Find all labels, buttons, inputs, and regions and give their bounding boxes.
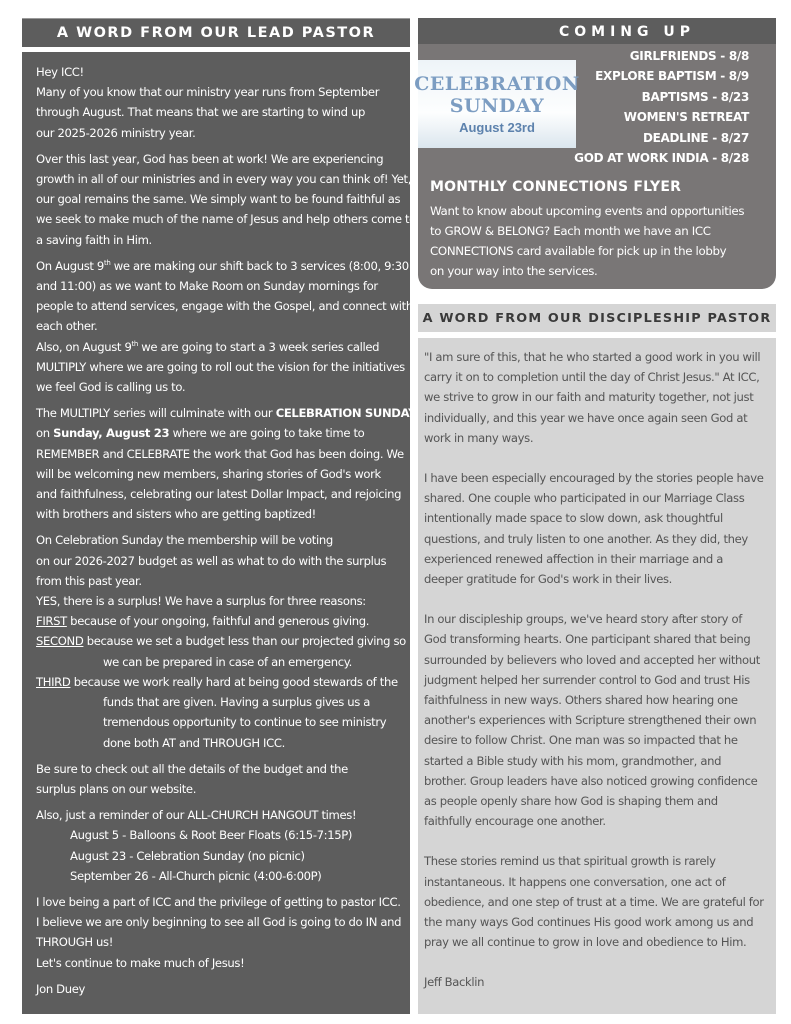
letter-line: another's experiences with Scripture strengthened their own [424,713,757,728]
letter-line: On Celebration Sunday the membership will be voting [36,533,333,548]
letter-line: the many ways God continues His good work among us and [424,915,754,930]
letter-line: on Sunday, August 23 where we are going to take time to [36,426,365,441]
letter-line: surrounded by believers who loved and accepted her without [424,652,760,667]
celebration-sunday-graphic [414,60,580,148]
growth-summary-paragraph [424,851,776,952]
letter-line: Over this last year, God has been at work! We are experiencing [36,151,384,166]
letter-line: Be sure to check out all the details of the budget and the [36,761,348,776]
reason-first: FIRST because of your ongoing, faithful and generous giving. [36,614,370,629]
monthly-connections-title: MONTHLY CONNECTIONS FLYER [430,179,682,195]
website-paragraph [36,759,406,799]
graphic-date: August 23rd [459,120,535,135]
letter-line: faithfully encourage one another. [424,814,606,829]
letter-line: obedience, and one step of trust at a time. We are grateful for [424,894,764,909]
discipleship-pastor-header: A WORD FROM OUR DISCIPLESHIP PASTOR [418,304,776,332]
letter-line: shared. One couple who participated in our Marriage Class [424,491,745,506]
letter-line: each other. [36,319,98,334]
letter-line: experienced renewed affection in their marriage and a [424,551,723,566]
letter-line: On August 9th we are making our shift back to 3 services (8:00, 9:30 [36,258,409,273]
closing-paragraph [36,892,406,973]
letter-line: growth in all of our ministries and in every way you can think of! Yet, [36,172,412,187]
letter-line: we seek to make much of the name of Jesus and help others come to [36,212,416,227]
budget-paragraph [36,530,406,752]
letter-line: REMEMBER and CELEBRATE the work that God has been doing. We [36,446,404,461]
event-item: DEADLINE - 8/27 [642,130,749,145]
letter-line: These stories remind us that spiritual growth is rarely [424,854,716,869]
groups-paragraph [424,609,776,831]
discipleship-signature: Jeff Backlin [424,975,485,990]
event-item: WOMEN'S RETREAT [623,110,749,125]
letter-line: I love being a part of ICC and the privilege of getting to pastor ICC. [36,894,401,909]
letter-line: as people openly share how God is shaping them and [424,794,718,809]
marriage-paragraph [424,468,776,589]
greeting-paragraph [36,62,406,143]
letter-line: a saving faith in Him. [36,232,152,247]
letter-line: "I am sure of this, that he who started a good work in you will [424,350,761,364]
letter-line: questions, and truly listen to one another. As they did, they [424,531,748,546]
growth-paragraph [36,149,416,250]
letter-line: MULTIPLY where we are going to roll out the vision for the initiatives [36,359,405,374]
letter-line: and 11:00) as we want to Make Room on Sunday mornings for [36,279,378,294]
letter-line: pray we all continue to grow in love and obedience to Him. [424,935,747,950]
monthly-line: CONNECTIONS card available for pick up in the lobby [430,244,727,258]
event-item: GOD AT WORK INDIA - 8/28 [574,151,749,166]
event-list [574,46,749,168]
letter-line: desire to follow Christ. One man was so impacted that he [424,733,738,748]
letter-line: God transforming hearts. One participant shared that being [424,632,751,647]
letter-line: YES, there is a surplus! We have a surplus for three reasons: [36,594,366,609]
hangout-item: August 23 - Celebration Sunday (no picnic) [70,848,305,863]
letter-line: funds that are given. Having a surplus gives us a [103,695,371,710]
coming-up-title: COMING UP [558,24,696,40]
letter-line: through August. That means that we are starting to wind up [36,105,365,120]
letter-line: instantaneous. It happens one conversation, one act of [424,874,726,889]
letter-line: surplus plans on our website. [36,781,197,796]
letter-line: started a Bible study with his mom, grandmother, and [424,753,722,768]
hangout-item: September 26 - All-Church picnic (4:00-6:00P) [70,868,322,883]
event-item: BAPTISMS - 8/23 [641,89,749,104]
letter-line: from this past year. [36,573,142,588]
letter-line: intentionally made space to slow down, ask thoughtful [424,511,723,526]
letter-line: we feel God is calling us to. [36,380,186,395]
letter-line: The MULTIPLY series will culminate with our CELEBRATION SUNDAY [36,406,417,421]
letter-line: people to attend services, engage with the Gospel, and connect with [36,299,413,314]
letter-line: judgment helped her surrender control to God and trust His [424,672,750,687]
discipleship-signature-paragraph [424,972,776,992]
scripture-paragraph [424,347,776,448]
letter-line: tremendous opportunity to continue to see ministry [103,715,387,730]
signature-paragraph [36,979,406,999]
letter-line: deeper gratitude for God's work in their lives. [424,572,673,587]
letter-line: work in many ways. [424,430,534,445]
letter-line: on our 2026-2027 budget as well as what to do with the surplus [36,553,387,568]
letter-line: our 2025-2026 ministry year. [36,125,196,140]
letter-line: brother. Group leaders have also noticed growing confidence [424,773,758,788]
letter-line: we can be prepared in case of an emergency. [103,654,352,669]
graphic-title-line1: CELEBRATION [414,73,580,95]
letter-line: Many of you know that our ministry year runs from September [36,85,380,100]
lead-pastor-letter [36,62,417,1005]
letter-line: Also, just a reminder of our ALL-CHURCH HANGOUT times! [36,808,357,823]
letter-line: Let's continue to make much of Jesus! [36,955,245,970]
letter-line: our goal remains the same. We simply want to be found faithful as [36,192,401,207]
letter-line: faithfulness in new ways. Others shared how hearing one [424,693,738,708]
letter-line: done both AT and THROUGH ICC. [103,735,285,750]
reason-third: THIRD because we work really hard at being good stewards of the [36,674,398,689]
letter-line: THROUGH us! [36,935,114,950]
discipleship-pastor-letter [424,347,776,1013]
hangout-paragraph [36,805,406,886]
multiply-paragraph [36,403,417,524]
event-item: GIRLFRIENDS - 8/8 [629,49,749,63]
greeting: Hey ICC! [36,65,84,79]
letter-line: Also, on August 9th we are going to start a 3 week series called [36,339,380,354]
hangout-item: August 5 - Balloons & Root Beer Floats (6:15-7:15P) [70,828,353,843]
monthly-line: Want to know about upcoming events and opportunities [430,204,745,218]
monthly-connections-text [430,201,770,281]
services-paragraph [36,256,413,397]
letter-line: and faithfulness, celebrating our latest Dollar Impact, and rejoicing [36,487,402,502]
lead-pastor-header: A WORD FROM OUR LEAD PASTOR [22,18,410,47]
letter-line: I have been especially encouraged by the stories people have [424,471,764,486]
graphic-title-line2: SUNDAY [449,95,545,117]
letter-line: with brothers and sisters who are getting baptized! [36,507,316,522]
letter-line: carry it on to completion until the day of Christ Jesus." At ICC, [424,370,760,385]
letter-line: individually, and this year we have once again seen God at [424,410,748,425]
reason-second: SECOND because we set a budget less than our projected giving so [36,634,406,649]
letter-line: In our discipleship groups, we've heard story after story of [424,612,742,627]
letter-line: we strive to grow in our faith and maturity together, not just [424,390,754,405]
event-item: EXPLORE BAPTISM - 8/9 [595,69,749,84]
monthly-line: on your way into the services. [430,264,598,278]
monthly-line: to GROW & BELONG? Each month we have an ICC [430,224,711,238]
letter-line: I believe we are only beginning to see all God is going to do IN and [36,915,402,930]
lead-signature: Jon Duey [36,981,86,996]
letter-line: will be welcoming new members, sharing stories of God's work [36,466,381,481]
